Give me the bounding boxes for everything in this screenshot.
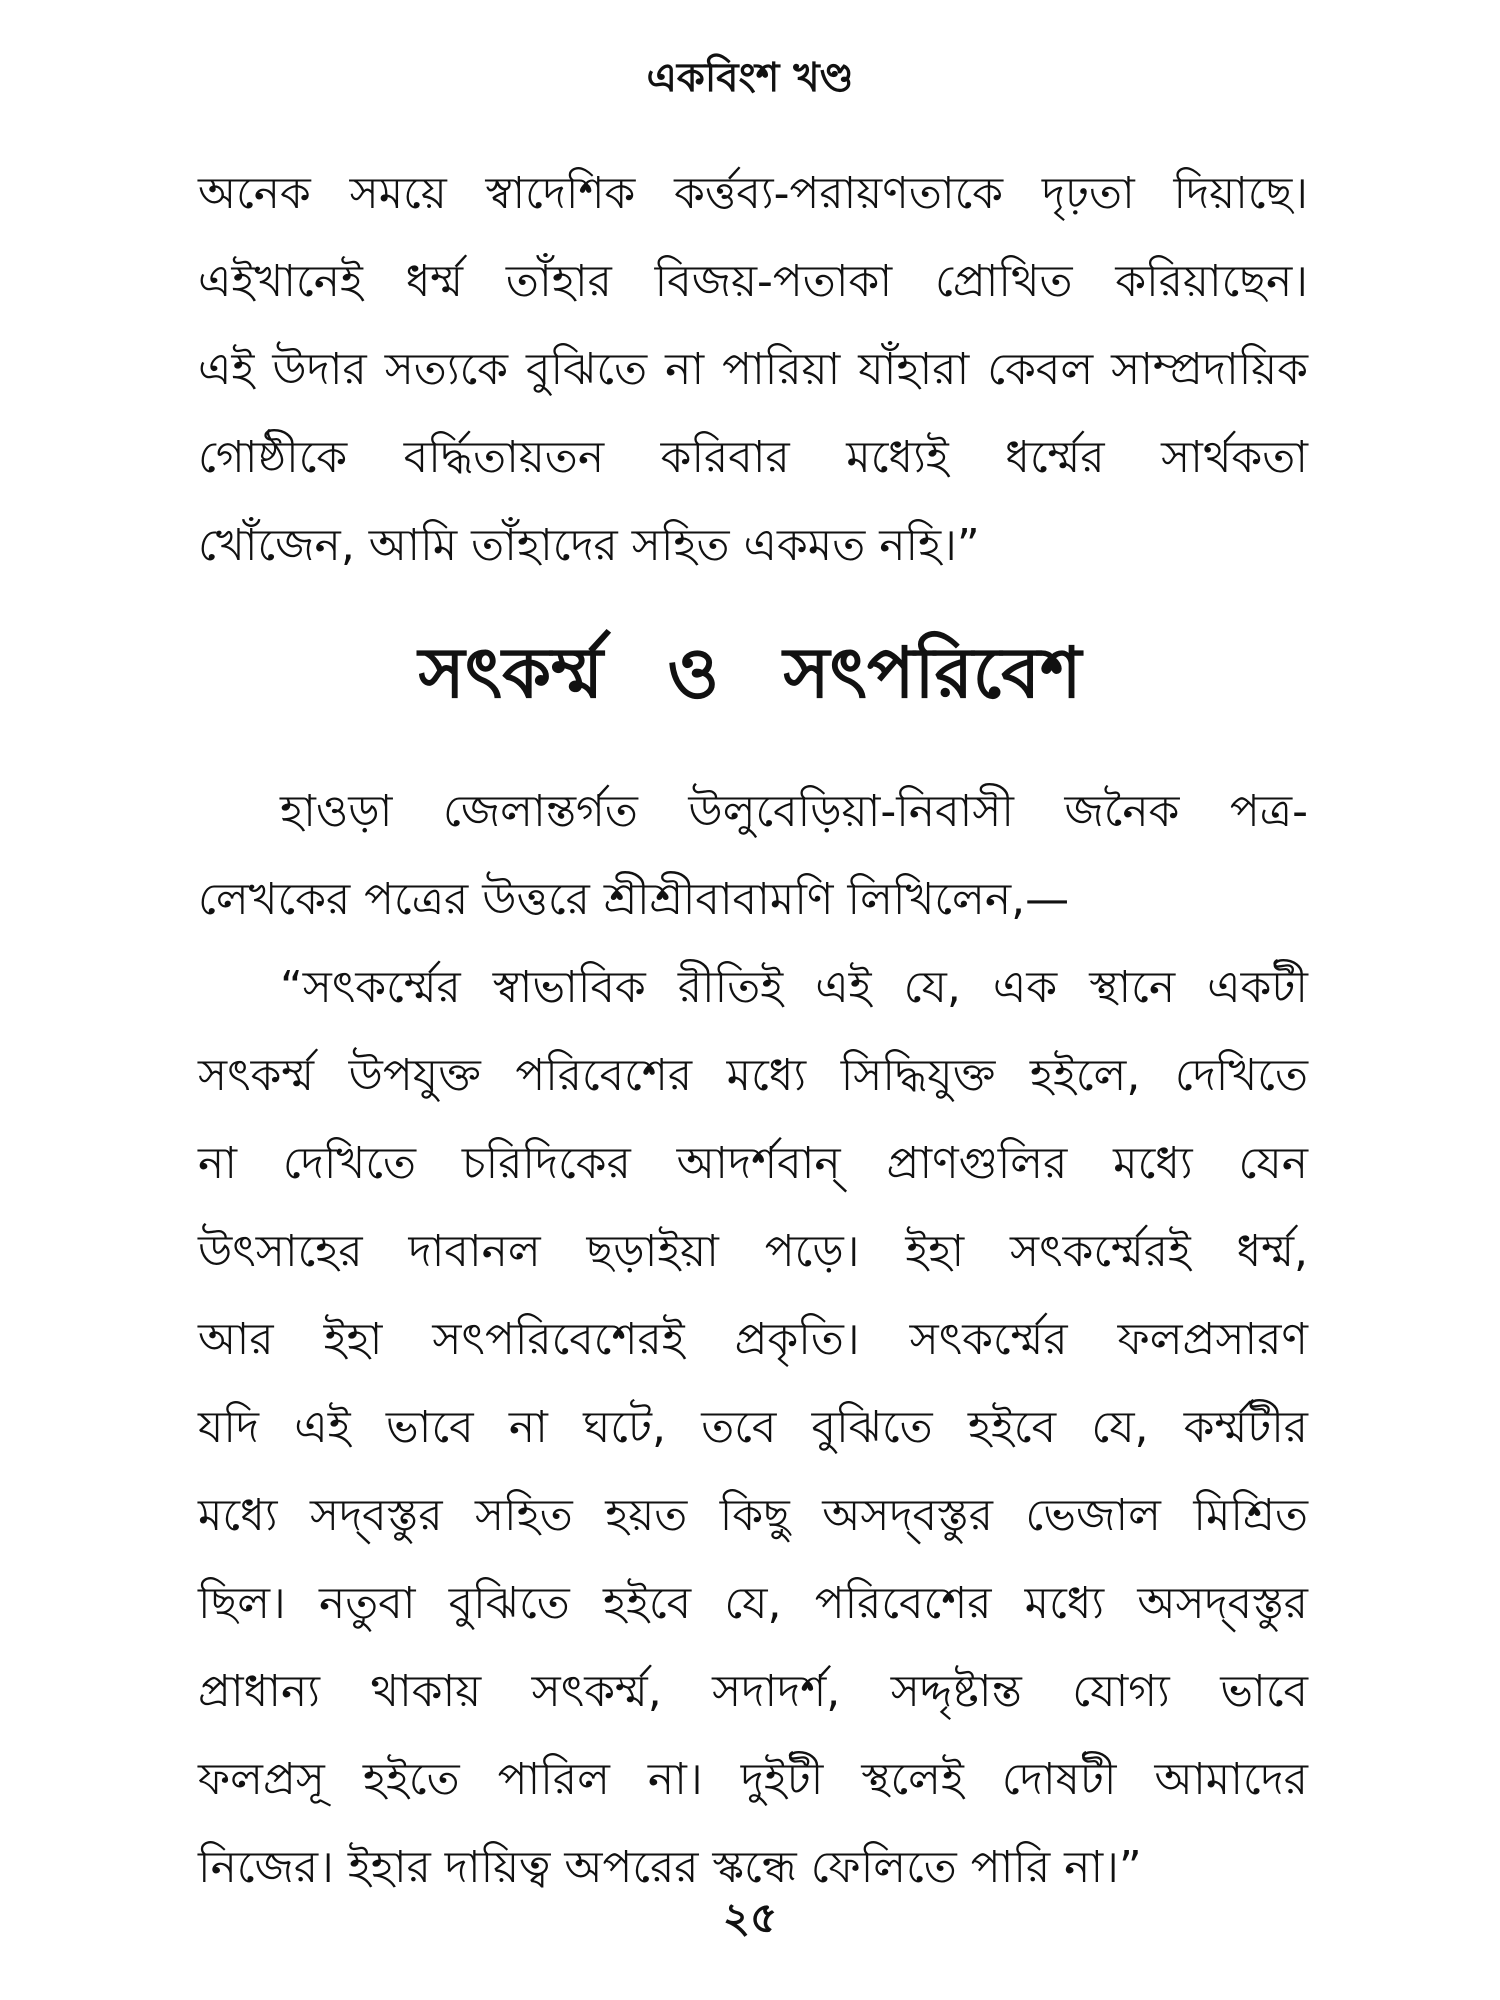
text-line: “সৎকর্ম্মের স্বাভাবিক রীতিই এই যে, এক স্থানে একটী	[280, 962, 1308, 1013]
paragraph-continuation	[198, 150, 1308, 590]
text-line: আর ইহা সৎপরিবেশেরই প্রকৃতি। সৎকর্ম্মের ফলপ্রসারণ	[198, 1314, 1308, 1365]
text-line: সৎকর্ম্ম উপযুক্ত পরিবেশের মধ্যে সিদ্ধিযুক্ত হইলে, দেখিতে	[198, 1050, 1308, 1101]
running-header: একবিংশ খণ্ড	[646, 55, 854, 101]
text-line: না দেখিতে চরিদিকের আদর্শবান্ প্রাণগুলির মধ্যে যেন	[198, 1138, 1308, 1189]
text-line: লেখকের পত্রের উত্তরে শ্রীশ্রীবাবামণি লিখিলেন,—	[198, 874, 1070, 925]
text-line: ফলপ্রসূ হইতে পারিল না। দুইটী স্থলেই দোষটী আমাদের	[198, 1754, 1308, 1805]
page-number: ২৫	[722, 1893, 778, 1942]
text-line: মধ্যে সদ্‌বস্তুর সহিত হয়ত কিছু অসদ্‌বস্তুর ভেজাল মিশ্রিত	[198, 1490, 1308, 1541]
text-line: অনেক সময়ে স্বাদেশিক কর্ত্তব্য-পরায়ণতাকে দৃঢ়তা দিয়াছে।	[198, 168, 1308, 219]
text-line: যদি এই ভাবে না ঘটে, তবে বুঝিতে হইবে যে, কর্ম্মটীর	[198, 1402, 1308, 1453]
text-line: ছিল। নতুবা বুঝিতে হইবে যে, পরিবেশের মধ্যে অসদ্‌বস্তুর	[198, 1578, 1308, 1629]
text-line: উৎসাহের দাবানল ছড়াইয়া পড়ে। ইহা সৎকর্ম্মেরই ধর্ম্ম,	[198, 1226, 1308, 1277]
text-line: এই উদার সত্যকে বুঝিতে না পারিয়া যাঁহারা কেবল সাম্প্রদায়িক	[198, 344, 1308, 395]
text-line: নিজের। ইহার দায়িত্ব অপরের স্কন্ধে ফেলিতে পারি না।”	[198, 1842, 1142, 1893]
section-body	[198, 768, 1308, 1912]
text-line: এইখানেই ধর্ম্ম তাঁহার বিজয়-পতাকা প্রোথিত করিয়াছেন।	[198, 256, 1308, 307]
text-line: প্রাধান্য থাকায় সৎকর্ম্ম, সদাদর্শ, সদ্দৃষ্টান্ত যোগ্য ভাবে	[198, 1666, 1308, 1717]
section-heading: সৎকর্ম্ম ও সৎপরিবেশ	[418, 632, 1082, 714]
text-line: হাওড়া জেলান্তর্গত উলুবেড়িয়া-নিবাসী জনৈক পত্র-	[280, 786, 1308, 837]
text-line: গোষ্ঠীকে বর্দ্ধিতায়তন করিবার মধ্যেই ধর্ম্মের সার্থকতা	[198, 432, 1308, 483]
text-line: খোঁজেন, আমি তাঁহাদের সহিত একমত নহি।”	[198, 520, 980, 571]
